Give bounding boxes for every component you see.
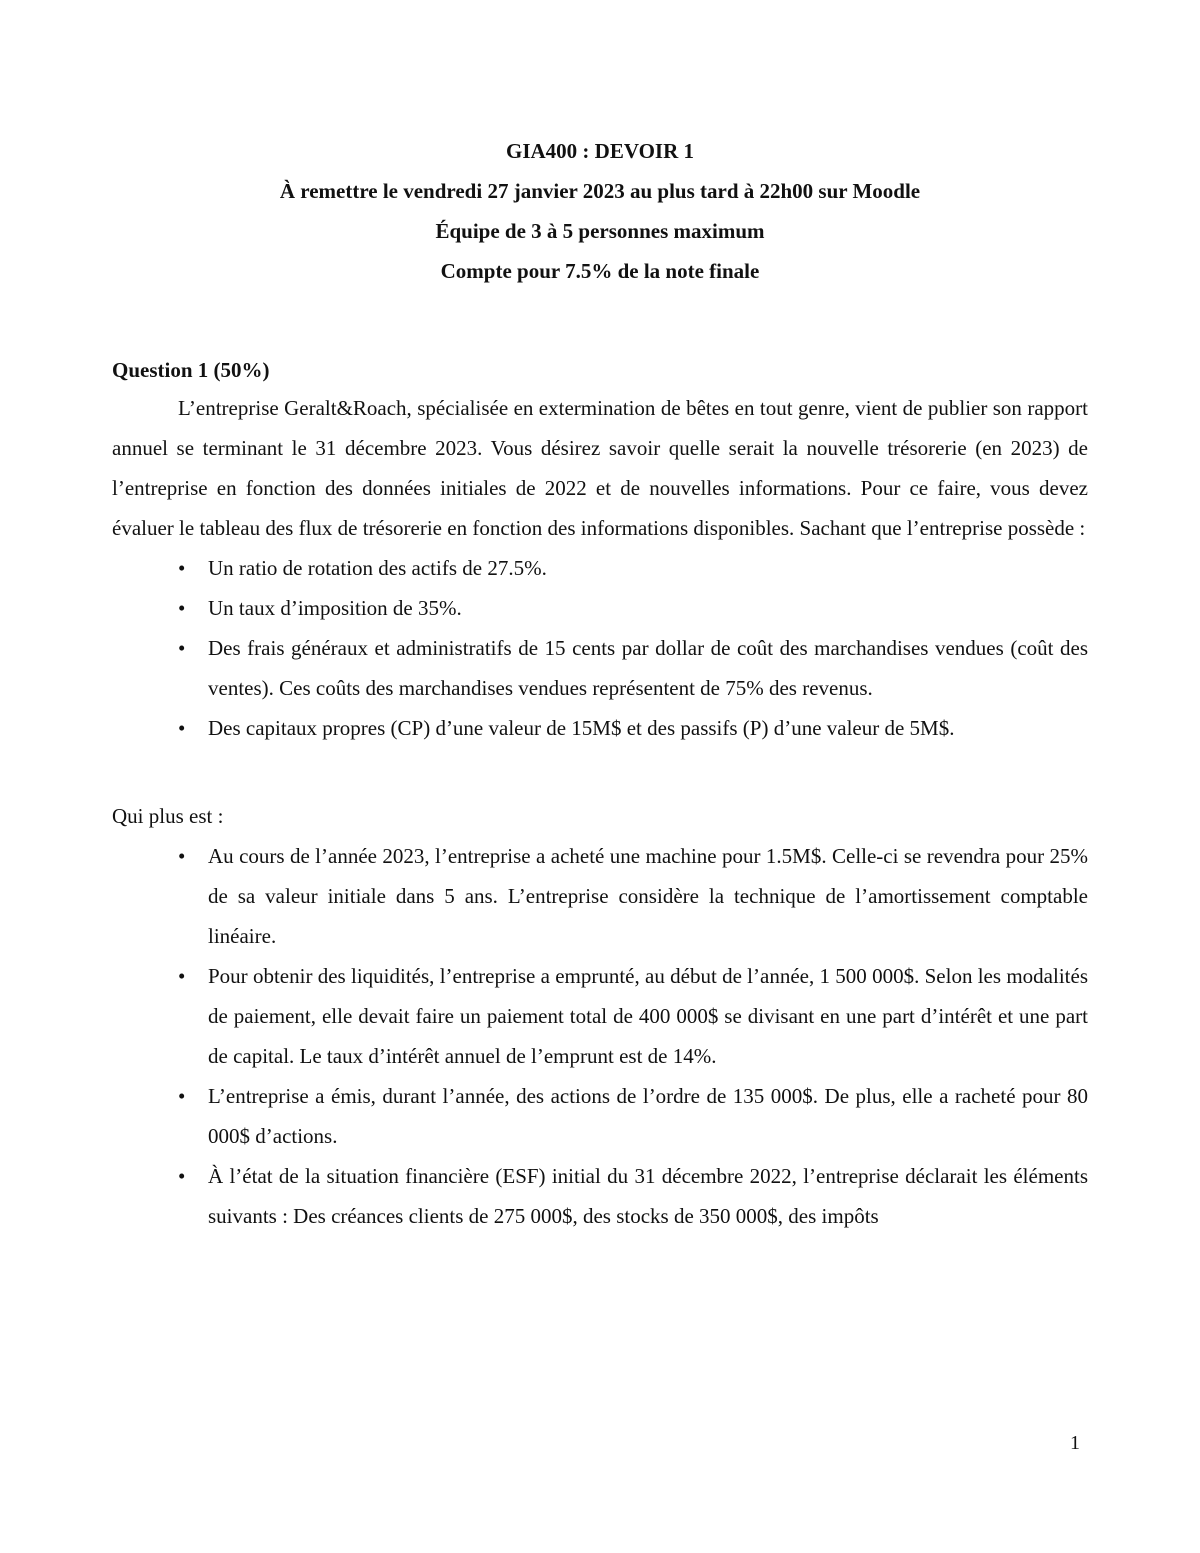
additional-info-heading: Qui plus est :	[112, 804, 224, 828]
team-size-line: Équipe de 3 à 5 personnes maximum	[435, 219, 765, 243]
question-1-title: Question 1 (50%)	[112, 358, 270, 382]
list-item-text: Un ratio de rotation des actifs de 27.5%.	[208, 556, 547, 580]
bullet-icon: •	[178, 1164, 186, 1188]
list-item	[112, 1076, 1088, 1156]
list-item-text: Au cours de l’année 2023, l’entreprise a acheté une machine pour 1.5M$. Celle-ci se revendra pour 25% de sa valeur initiale dans 5 ans. L’entreprise considère la technique de l’amortissement comptable linéaire.	[208, 844, 1088, 948]
deadline-line: À remettre le vendredi 27 janvier 2023 au plus tard à 22h00 sur Moodle	[279, 179, 921, 203]
spacer	[112, 748, 1088, 796]
list-item	[112, 708, 1088, 748]
document-header	[0, 134, 1200, 294]
question-1-section	[112, 352, 1088, 1236]
assignment-title: GIA400 : DEVOIR 1	[505, 139, 694, 163]
list-item-text: Un taux d’imposition de 35%.	[208, 596, 462, 620]
list-item	[112, 1156, 1088, 1236]
grade-weight-line: Compte pour 7.5% de la note finale	[440, 259, 760, 283]
bullet-icon: •	[178, 596, 186, 620]
list-item	[112, 956, 1088, 1076]
list-item	[112, 836, 1088, 956]
additional-info-list	[112, 836, 1088, 1236]
page-number: 1	[1070, 1432, 1080, 1454]
bullet-icon: •	[178, 556, 186, 580]
list-item-text: Des capitaux propres (CP) d’une valeur de 15M$ et des passifs (P) d’une valeur de 5M$.	[208, 716, 955, 740]
bullet-icon: •	[178, 636, 186, 660]
list-item-text: Des frais généraux et administratifs de 15 cents par dollar de coût des marchandises vendues (coût des ventes). Ces coûts des marchandises vendues représentent de 75% des revenus.	[208, 636, 1088, 700]
list-item-text: L’entreprise a émis, durant l’année, des actions de l’ordre de 135 000$. De plus, elle a racheté pour 80 000$ d’actions.	[208, 1084, 1088, 1148]
company-facts-list	[112, 548, 1088, 748]
bullet-icon: •	[178, 716, 186, 740]
list-item	[112, 548, 1088, 588]
list-item	[112, 588, 1088, 628]
list-item	[112, 628, 1088, 708]
list-item-text: Pour obtenir des liquidités, l’entreprise a emprunté, au début de l’année, 1 500 000$. Selon les modalités de paiement, elle devait faire un paiement total de 400 000$ se divisant en une part d’intérêt et une part de capital. Le taux d’intérêt annuel de l’emprunt est de 14%.	[208, 964, 1088, 1068]
list-item-text: À l’état de la situation financière (ESF) initial du 31 décembre 2022, l’entreprise déclarait les éléments suivants : Des créances clients de 275 000$, des stocks de 350 000$, des impôts	[208, 1164, 1088, 1228]
bullet-icon: •	[178, 964, 186, 988]
question-1-intro: L’entreprise Geralt&Roach, spécialisée en extermination de bêtes en tout genre, vient de publier son rapport annuel se terminant le 31 décembre 2023. Vous désirez savoir quelle serait la nouvelle trésorerie (en 2023) de l’entreprise en fonction des données initiales de 2022 et de nouvelles informations. Pour ce faire, vous devez évaluer le tableau des flux de trésorerie en fonction des informations disponibles. Sachant que l’entreprise possède :	[112, 396, 1088, 540]
bullet-icon: •	[178, 1084, 186, 1108]
bullet-icon: •	[178, 844, 186, 868]
